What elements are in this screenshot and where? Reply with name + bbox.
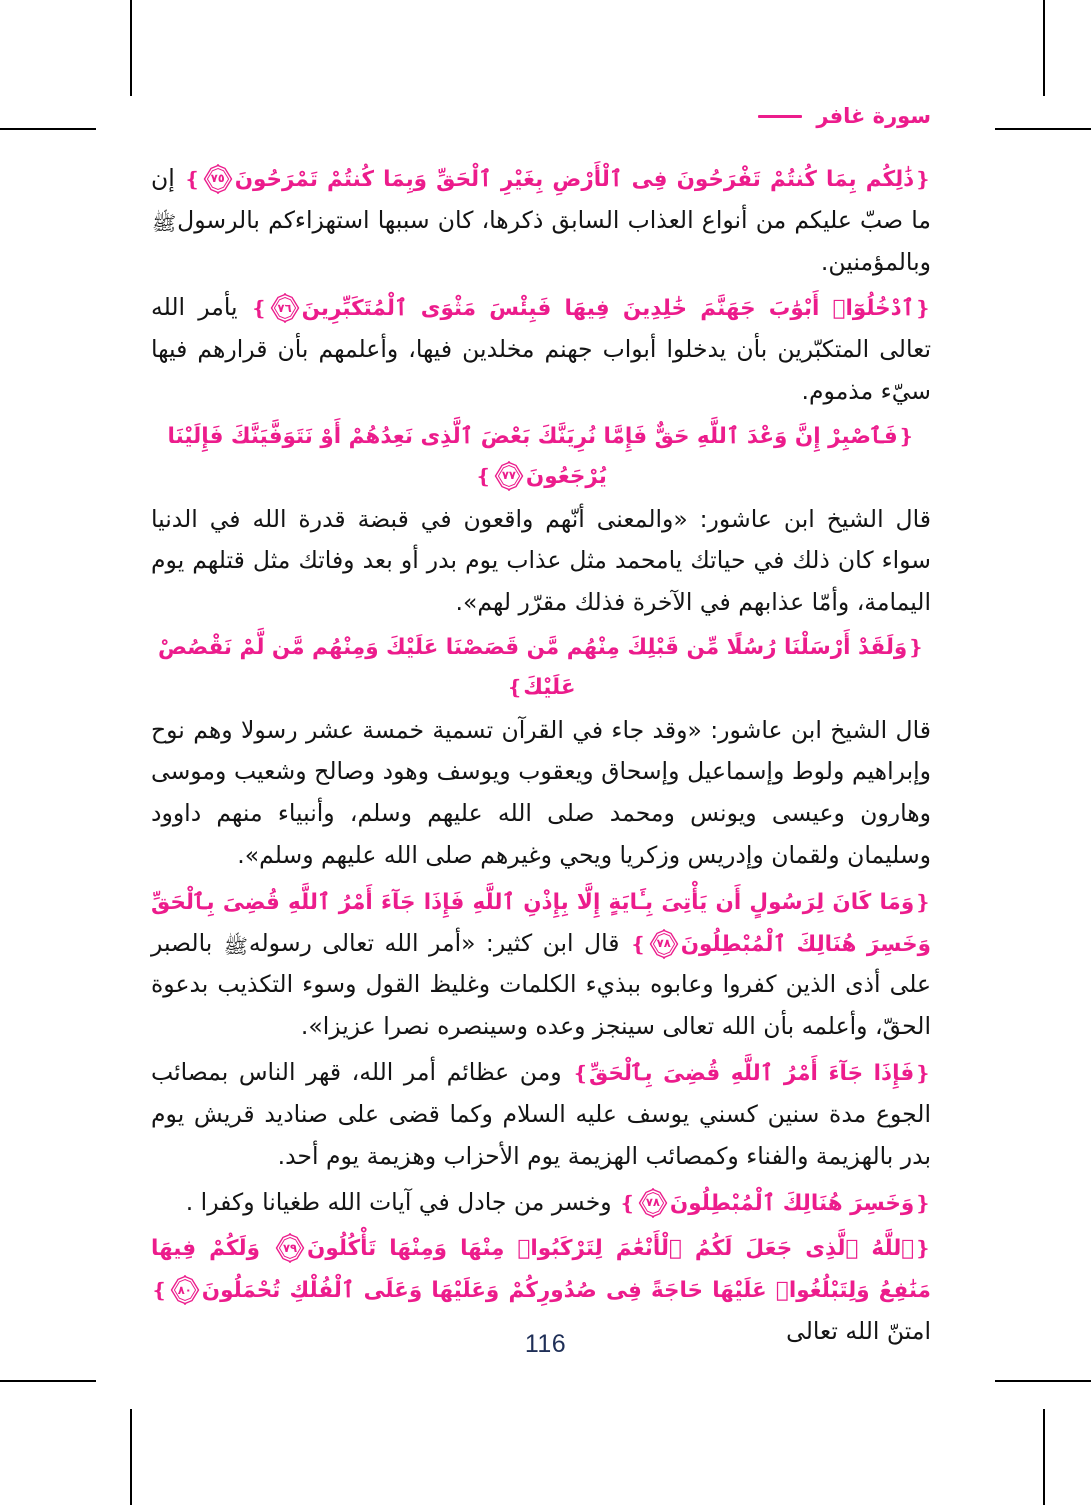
crop-mark-bottom-left-horizontal — [0, 1380, 96, 1382]
paragraph-ayah-78-second — [151, 1182, 931, 1224]
ayah-bracket-open-icon: ❴ — [914, 1061, 931, 1086]
ayah-bracket-open-icon: ❴ — [914, 889, 931, 914]
ayah-number-marker-79 — [275, 1233, 305, 1263]
commentary-messengers: قال الشيخ ابن عاشور: «وقد جاء في القرآن تسمية خمسة عشر رسولا وهم نوح وإبراهيم ولوط وإسماعيل وإسحاق ويعقوب ويوسف وهود وصالح وشعيب وموسى وهارون وعيسى ويونس ومحمد صلى الله عليهم وسلم، وأنبياء منهم داوود وسليمان ولقمان وإدريس وزكريا ويحي وغيرهم صلى الله عليهم وسلم». — [151, 715, 931, 869]
ayah-number-marker-76 — [270, 293, 300, 323]
ayah-number-marker-78-second — [638, 1188, 668, 1218]
commentary-75-part-b: وبالمؤمنين. — [820, 247, 931, 276]
header-rule-decoration — [758, 115, 802, 118]
ayah-text-command: فَإِذَا جَآءَ أَمْرُ ٱللَّهِ قُضِىَ بِٱلْحَقِّ — [588, 1061, 915, 1087]
surah-title: سورة غافر — [816, 104, 931, 128]
ayah-line-messengers — [151, 628, 931, 708]
paragraph-ayah-command — [151, 1052, 931, 1177]
crop-mark-top-left-vertical — [130, 0, 132, 96]
ayah-bracket-open-icon: ❴ — [914, 1190, 931, 1215]
crop-mark-top-left-horizontal — [0, 128, 96, 130]
crop-mark-top-right-vertical — [1043, 0, 1045, 96]
ayah-bracket-open-icon: ❴ — [914, 167, 931, 191]
ayah-number-marker-77 — [494, 461, 524, 491]
ayah-number-79: ٧٩ — [282, 1240, 298, 1255]
paragraph-ayah-messengers — [151, 628, 931, 877]
ayah-number-75: ٧٥ — [210, 171, 225, 186]
ayah-text-76: ٱدْخُلُوٓا۟ أَبْوَٰبَ جَهَنَّمَ خَٰلِدِينَ فِيهَا فَبِئْسَ مَثْوَى ٱلْمُتَكَبِّرِينَ — [301, 296, 915, 322]
salla-glyph-icon: ﷺ — [152, 210, 177, 235]
paragraph-ayah-78-first — [151, 881, 931, 1048]
ayah-bracket-close-icon: ❵ — [629, 931, 647, 956]
crop-mark-bottom-right-vertical — [1043, 1409, 1045, 1505]
page-number: 116 — [524, 1330, 567, 1358]
ayah-bracket-close-icon: ❵ — [572, 1061, 589, 1086]
commentary-78-part-a: قال ابن كثير: «أمر الله تعالى رسوله — [248, 928, 620, 957]
ayah-line-77 — [151, 417, 931, 497]
ayah-text-80: وَلَكُمْ فِيهَا مَنَٰفِعُ وَلِتَبْلُغُوا۟ عَلَيْهَا حَاجَةً فِى صُدُورِكُمْ وَعَلَيْهَا وَعَلَى ٱلْفُلْكِ تُحْمَلُونَ — [151, 1236, 931, 1304]
ayah-number-77: ٧٧ — [501, 467, 516, 482]
commentary-78-second: وخسر من جادل في آيات الله طغيانا وكفرا . — [185, 1187, 612, 1216]
ayah-bracket-open-icon: ❴ — [907, 634, 925, 659]
ayah-number-78-first: ٧٨ — [656, 935, 671, 950]
commentary-77: قال الشيخ ابن عاشور: «والمعنى أنّهم واقعون في قبضة قدرة الله في الدنيا سواء كان ذلك في حياتك يامحمد مثل عذاب يوم بدر أو بعد وفاتك مثل قتلهم يوم اليمامة، وأمّا عذابهم في الآخرة فذلك مقرّر لهم». — [151, 504, 931, 617]
ayah-text-79: ٱللَّهُ ٱلَّذِى جَعَلَ لَكُمُ ٱلْأَنْعَٰمَ لِتَرْكَبُوا۟ مِنْهَا وَمِنْهَا تَأْكُلُونَ — [307, 1236, 915, 1262]
commentary-79-80: امتنّ الله تعالى — [786, 1317, 931, 1346]
ayah-bracket-open-icon: ❴ — [897, 423, 915, 448]
ayah-bracket-close-icon: ❵ — [506, 674, 524, 699]
ayah-number-marker-78-first — [649, 929, 679, 959]
commentary-75-part-a: إن ما صبّ عليكم من أنواع العذاب السابق ذكرها، كان سببها استهزاءكم بالرسول — [151, 164, 931, 234]
ayah-text-77: فَٱصْبِرْ إِنَّ وَعْدَ ٱللَّهِ حَقٌّ فَإِمَّا نُرِيَنَّكَ بَعْضَ ٱلَّذِى نَعِدُهُمْ أَوْ نَتَوَفَّيَنَّكَ فَإِلَيْنَا يُرْجَعُونَ — [167, 423, 898, 489]
ayah-number-78-second: ٧٨ — [645, 1194, 660, 1209]
ayah-text-75: ذَٰلِكُم بِمَا كُنتُمْ تَفْرَحُونَ فِى ٱلْأَرْضِ بِغَيْرِ ٱلْحَقِّ وَبِمَا كُنتُمْ تَمْرَحُونَ — [234, 167, 915, 192]
crop-mark-bottom-left-vertical — [130, 1409, 132, 1505]
ayah-text-messengers: وَلَقَدْ أَرْسَلْنَا رُسُلًا مِّن قَبْلِكَ مِنْهُم مَّن قَصَصْنَا عَلَيْكَ وَمِنْهُم مَّن لَّمْ نَقْصُصْ عَلَيْكَ — [157, 634, 908, 700]
ayah-bracket-close-icon: ❵ — [250, 296, 268, 321]
ayah-number-marker-75 — [203, 164, 233, 194]
commentary-76: يأمر الله تعالى المتكبّرين بأن يدخلوا أبواب جهنم مخلدين فيها، وأعلمهم بأن قرارهم فيها سيّء مذموم. — [151, 293, 931, 406]
paragraph-ayah-77 — [151, 417, 931, 624]
ayah-bracket-close-icon: ❵ — [151, 1278, 168, 1303]
ayah-text-78-second: وَخَسِرَ هُنَالِكَ ٱلْمُبْطِلُونَ — [669, 1190, 915, 1216]
ayah-number-80: ٨٠ — [177, 1282, 192, 1297]
ayah-number-76: ٧٦ — [277, 300, 292, 315]
paragraph-ayah-76 — [151, 287, 931, 412]
text-column — [151, 158, 931, 1357]
ayah-number-marker-80 — [170, 1275, 200, 1305]
ayah-bracket-open-icon: ❴ — [914, 296, 931, 321]
commentary-command: ومن عظائم أمر الله، قهر الناس بمصائب الجوع مدة سنين كسني يوسف عليه السلام وكما قضى على صناديد قريش يوم بدر بالهزيمة والفناء وكمصائب الهزيمة يوم الأحزاب وهزيمة يوم أحد. — [151, 1058, 931, 1170]
ayah-bracket-close-icon: ❵ — [619, 1190, 636, 1215]
crop-mark-top-right-horizontal — [995, 128, 1091, 130]
ayah-bracket-close-icon: ❵ — [475, 463, 492, 488]
salla-glyph-icon: ﷺ — [223, 933, 248, 958]
commentary-78-part-b: بالصبر على أذى الذين كفروا وعابوه ببذيء الكلمات وغليظ القول وسوء التكذيب بدعوة الحقّ، وأعلمه بأن الله تعالى سينجز وعده وسينصره نصرا عزيزا». — [151, 928, 931, 1041]
ayah-bracket-close-icon: ❵ — [183, 167, 201, 191]
ayah-text-78-first: وَمَا كَانَ لِرَسُولٍ أَن يَأْتِىَ بِـَٔايَةٍ إِلَّا بِإِذْنِ ٱللَّهِ فَإِذَا جَآءَ أَمْرُ ٱللَّهِ قُضِىَ بِٱلْحَقِّ وَخَسِرَ هُنَالِكَ ٱلْمُبْطِلُونَ — [151, 889, 931, 957]
ayah-bracket-open-icon: ❴ — [914, 1236, 931, 1261]
crop-mark-bottom-right-horizontal — [995, 1380, 1091, 1382]
running-header — [758, 104, 931, 128]
paragraph-ayah-75 — [151, 158, 931, 283]
